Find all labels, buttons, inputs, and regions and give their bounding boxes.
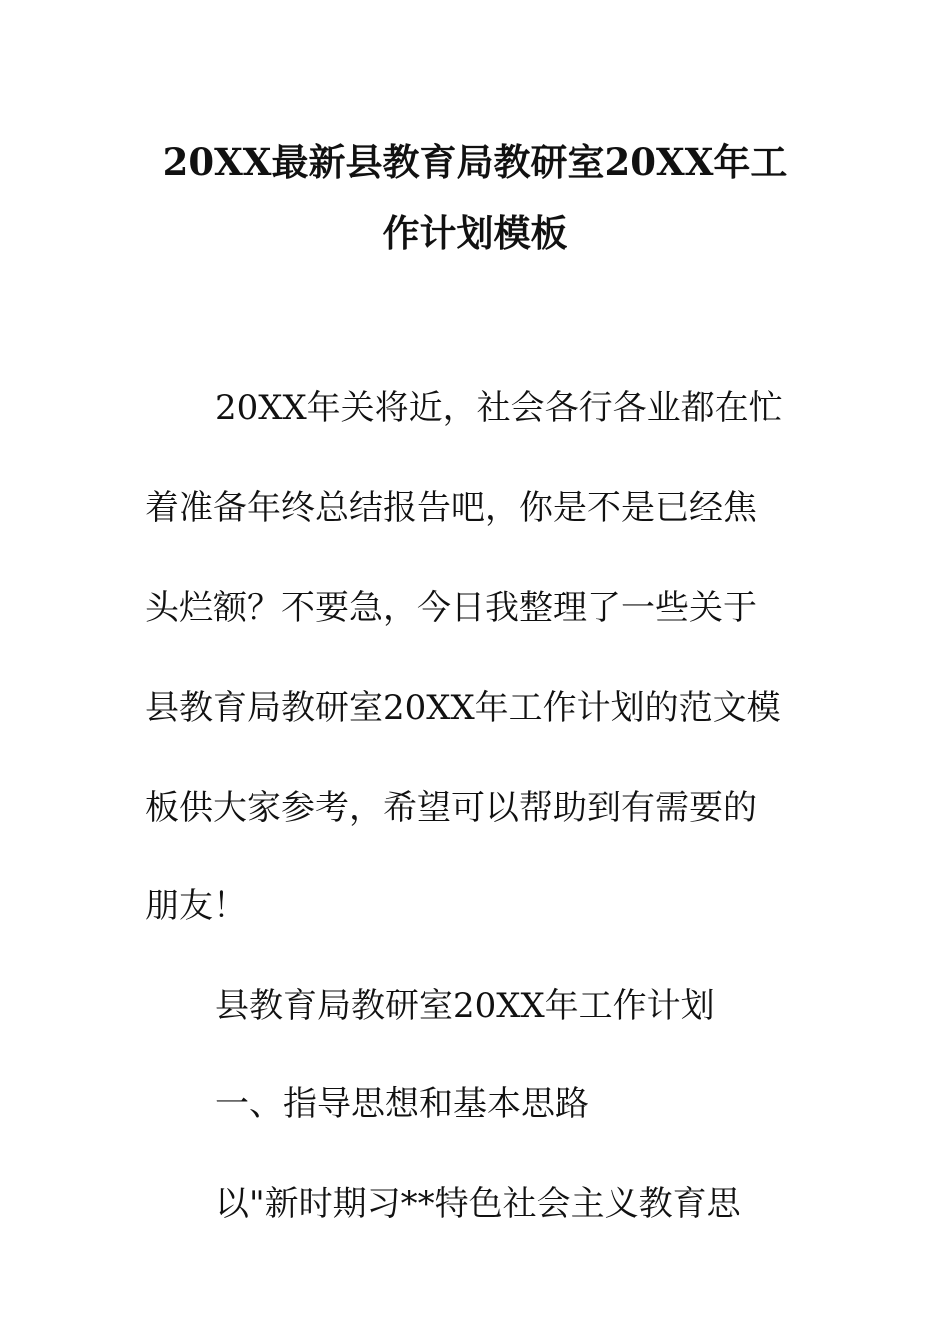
intro-paragraph-line: 头烂额？不要急，今日我整理了一些关于 <box>145 588 757 628</box>
intro-paragraph-line: 朋友！ <box>145 886 247 926</box>
intro-paragraph-line: 县教育局教研室20XX年工作计划的范文模 <box>145 688 781 728</box>
section-heading: 一、指导思想和基本思路 <box>215 1084 589 1124</box>
document-title-line-1: 20XX最新县教育局教研室20XX年工 <box>162 140 788 184</box>
body-paragraph-line: 以"新时期习**特色社会主义教育思 <box>215 1184 741 1224</box>
plan-subtitle: 县教育局教研室20XX年工作计划 <box>215 986 715 1026</box>
intro-paragraph-line: 板供大家参考，希望可以帮助到有需要的 <box>145 788 757 828</box>
intro-paragraph-line: 20XX年关将近，社会各行各业都在忙 <box>215 388 783 428</box>
intro-paragraph-line: 着准备年终总结报告吧，你是不是已经焦 <box>145 488 757 528</box>
document-title-line-2: 作计划模板 <box>382 211 568 255</box>
